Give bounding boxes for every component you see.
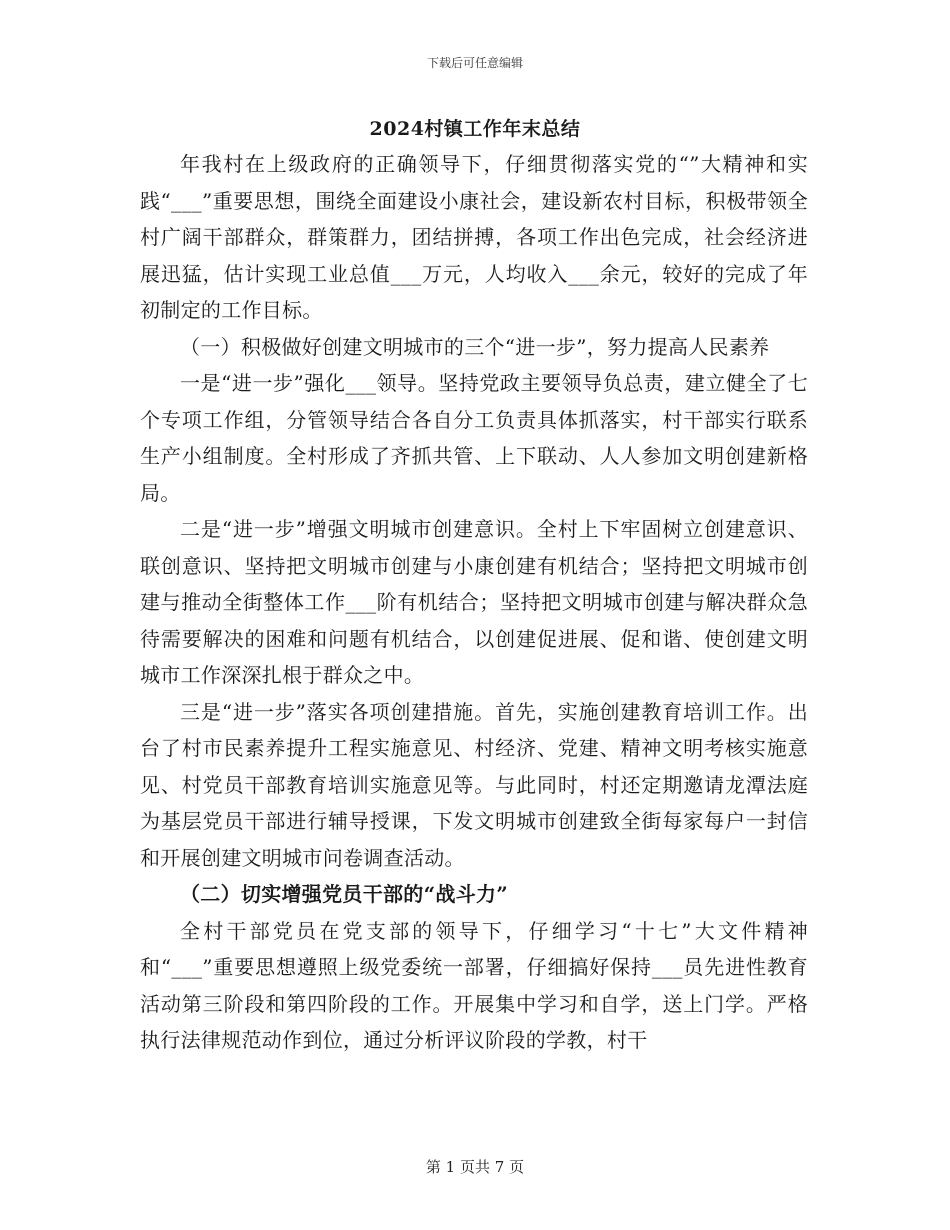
paragraph-item-1: 一是“进一步”强化___领导。坚持党政主要领导负总责，建立健全了七个专项工作组，分管领导结合各自分工负责具体抓落实，村干部实行联系生产小组制度。全村形成了齐抓共管、上下联动、人人参加文明创建新格局。 xyxy=(140,371,808,505)
page-header-note: 下载后可任意编辑 xyxy=(426,56,523,70)
document-title: 2024村镇工作年末总结 xyxy=(369,118,581,140)
paragraph-item-2: 二是“进一步”增强文明城市创建意识。全村上下牢固树立创建意识、联创意识、坚持把文明城市创建与小康创建有机结合；坚持把文明城市创建与推动全街整体工作___阶有机结合；坚持把文明城市创建与解决群众急待需要解决的困难和问题有机结合，以创建促进展、促和谐、使创建文明城市工作深深扎根于群众之中。 xyxy=(140,517,808,687)
paragraph-intro: 年我村在上级政府的正确领导下，仔细贯彻落实党的“”大精神和实践“___”重要思想，围绕全面建设小康社会，建设新农村目标，积极带领全村广阔干部群众，群策群力，团结拼搏，各项工作出色完成，社会经济进展迅猛，估计实现工业总值___万元，人均收入___余元，较好的完成了年初制定的工作目标。 xyxy=(140,152,808,322)
section-heading-2: （二）切实增强党员干部的“战斗力” xyxy=(180,882,509,906)
paragraph-section-2: 全村干部党员在党支部的领导下，仔细学习“十七”大文件精神和“___”重要思想遵照上级党委统一部署，仔细搞好保持___员先进性教育活动第三阶段和第四阶段的工作。开展集中学习和自学，送上门学。严格执行法律规范动作到位，通过分析评议阶段的学教，村干 xyxy=(140,918,808,1052)
document-body xyxy=(140,146,808,1059)
page-number: 第 1 页共 7 页 xyxy=(425,1158,525,1176)
paragraph-item-3: 三是“进一步”落实各项创建措施。首先，实施创建教育培训工作。出台了村市民素养提升工程实施意见、村经济、党建、精神文明考核实施意见、村党员干部教育培训实施意见等。与此同时，村还定期邀请龙潭法庭为基层党员干部进行辅导授课，下发文明城市创建致全街每家每户一封信和开展创建文明城市问卷调查活动。 xyxy=(140,699,808,870)
section-heading-1: （一）积极做好创建文明城市的三个“进一步”，努力提高人民素养 xyxy=(180,334,770,359)
